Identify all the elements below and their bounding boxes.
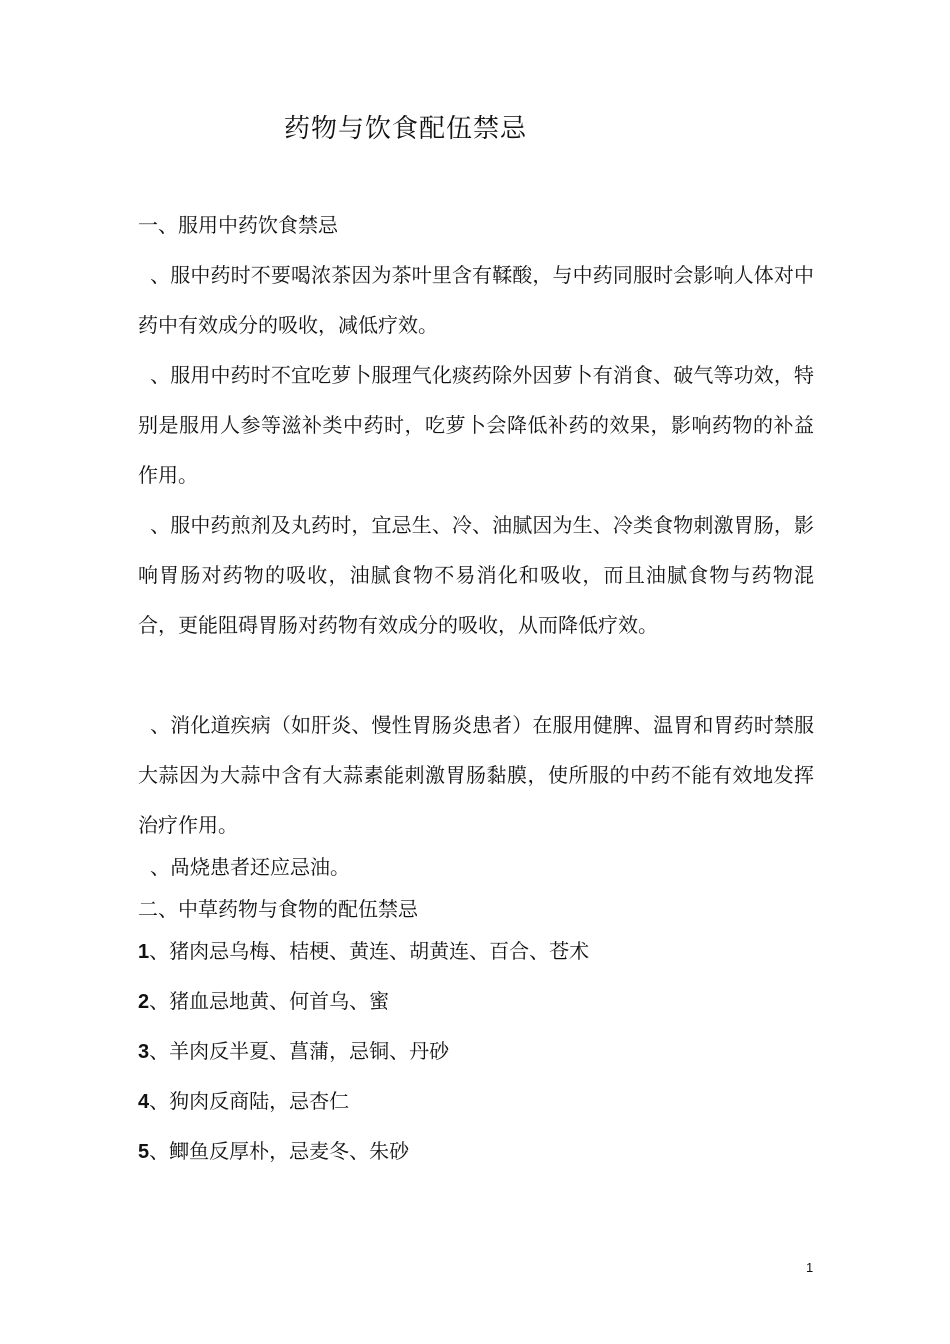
list-item xyxy=(138,1076,589,1126)
list-item-number: 1 xyxy=(138,941,150,963)
section1-paragraph-3 xyxy=(138,500,814,650)
page-number: 1 xyxy=(806,1260,814,1275)
list-item xyxy=(138,976,589,1026)
section1-heading: 一、服用中药饮食禁忌 xyxy=(138,213,338,237)
paragraph-text: 、服中药时不要喝浓茶因为茶叶里含有鞣酸，与中药同服时会影响人体对中药中有效成分的吸收，减低疗效。 xyxy=(138,263,814,337)
list-item-text: 、猪血忌地黄、何首乌、蜜 xyxy=(149,989,390,1013)
paragraph-text: 、咼烧患者还应忌油。 xyxy=(150,855,350,879)
list-item-text: 、狗肉反商陆，忌杏仁 xyxy=(149,1089,350,1113)
section1-paragraph-1 xyxy=(138,250,814,350)
list-item-text: 、羊肉反半夏、菖蒲，忌铜、丹砂 xyxy=(149,1039,450,1063)
section1-paragraph-2 xyxy=(138,350,814,500)
paragraph-text: 、消化道疾病（如肝炎、慢性胃肠炎患者）在服用健脾、温胃和胃药时禁服大蒜因为大蒜中含有大蒜素能刺激胃肠黏膜，使所服的中药不能有效地发挥治疗作用。 xyxy=(138,713,814,837)
list-item-text: 、猪肉忌乌梅、桔梗、黄连、胡黄连、百合、苍术 xyxy=(149,939,590,963)
list-item-number: 3 xyxy=(138,1041,150,1063)
list-item-number: 5 xyxy=(138,1141,150,1163)
list-item-number: 4 xyxy=(138,1091,150,1113)
list-item-number: 2 xyxy=(138,991,150,1013)
document-title: 药物与饮食配伍禁忌 xyxy=(284,114,528,144)
list-item xyxy=(138,1026,589,1076)
paragraph-text: 、服用中药时不宜吃萝卜服理气化痰药除外因萝卜有消食、破气等功效，特别是服用人参等滋补类中药时，吃萝卜会降低补药的效果，影响药物的补益作用。 xyxy=(138,363,814,487)
list-item-text: 、鲫鱼反厚朴，忌麦冬、朱砂 xyxy=(149,1139,410,1163)
incompatibility-list xyxy=(138,926,589,1176)
section2-heading: 二、中草药物与食物的配伍禁忌 xyxy=(138,897,418,921)
section1-paragraph-4 xyxy=(138,700,814,850)
list-item xyxy=(138,926,589,976)
list-item xyxy=(138,1126,589,1176)
paragraph-text: 、服中药煎剂及丸药时，宜忌生、冷、油腻因为生、冷类食物刺激胃肠，影响胃肠对药物的吸收，油腻食物不易消化和吸收，而且油腻食物与药物混合，更能阻碍胃肠对药物有效成分的吸收，从而降低疗效。 xyxy=(138,513,814,637)
